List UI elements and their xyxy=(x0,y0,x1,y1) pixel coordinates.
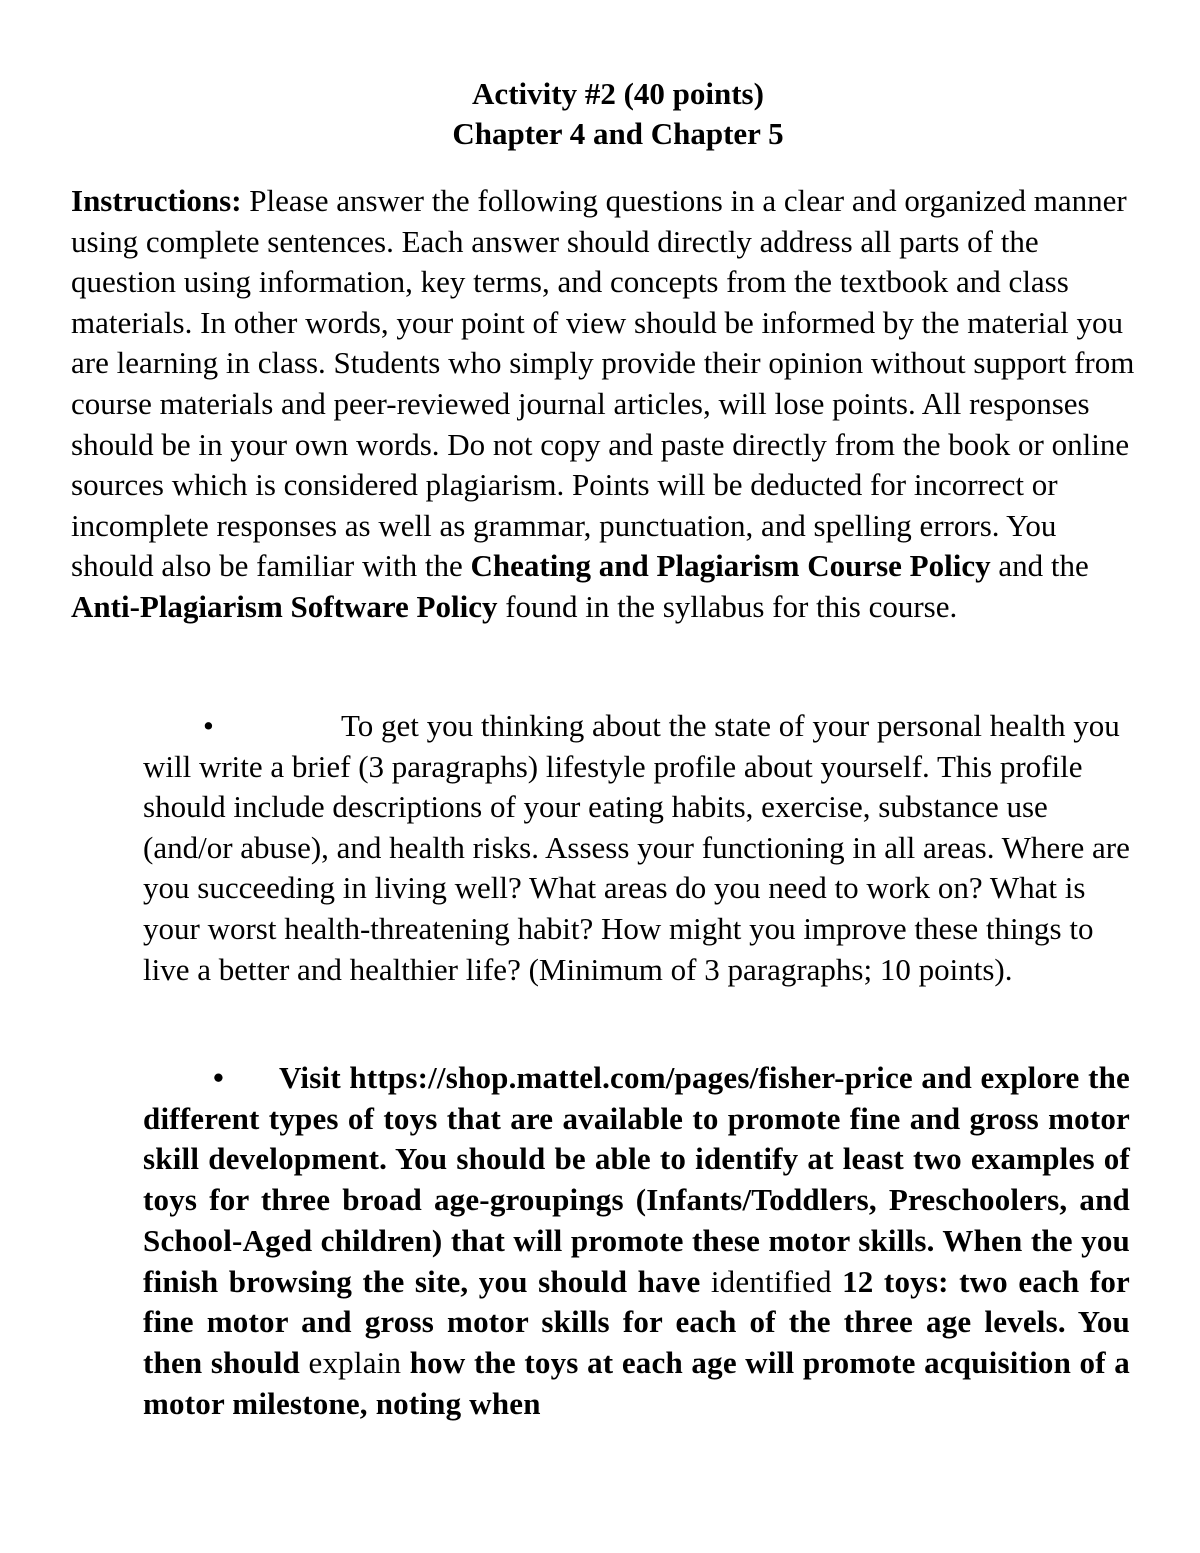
instructions-text-3: found in the syllabus for this course. xyxy=(497,588,958,624)
instructions-text-1: Please answer the following questions in a clear and organized manner using complete sentences. Each answer should directly address all parts of the question using information, key terms, and concepts from the textbook and class materials. In other words, your point of view should be informed by the material you are learning in class. Students who simply provide their opinion without support from course materials and peer-reviewed journal articles, will lose points. All responses should be in your own words. Do not copy and paste directly from the book or online sources which is considered plagiarism. Points will be deducted for incorrect or incomplete responses as well as grammar, punctuation, and spelling errors. You should also be familiar with the xyxy=(71,183,1135,584)
page-subtitle: Chapter 4 and Chapter 5 xyxy=(452,116,784,151)
page-title: Activity #2 (40 points) xyxy=(472,76,764,111)
instructions-text-2: and the xyxy=(990,548,1089,584)
cheating-policy-name: Cheating and Plagiarism Course Policy xyxy=(470,548,991,584)
toy-exploration-text-3: 12 toys: two each for fine motor and gross motor skills for each of the three age levels. You then should xyxy=(143,1263,1130,1380)
toy-exploration-text-2: identified xyxy=(710,1263,832,1299)
lifestyle-profile-text: To get you thinking about the state of your personal health you will write a brief (3 paragraphs) lifestyle profile about yourself. This profile should include descriptions of your eating habits, exercise, substance use (and/or abuse), and health risks. Assess your functioning in all areas. Where are you succeeding in living well? What areas do you need to work on? What is your worst health-threatening habit? How might you improve these things to live a better and healthier life? (Minimum of 3 paragraphs; 10 points). xyxy=(143,708,1130,987)
toy-exploration-text-4: explain xyxy=(308,1344,402,1380)
bullet-icon: • xyxy=(203,708,214,743)
bullet-icon: • xyxy=(213,1060,225,1095)
list-item-lifestyle-profile xyxy=(143,706,1143,990)
list-item-toy-exploration xyxy=(143,1058,1130,1424)
anti-plagiarism-policy-name: Anti-Plagiarism Software Policy xyxy=(71,588,498,624)
toy-exploration-text-1: Visit https://shop.mattel.com/pages/fisher-price and explore the different types of toys that are available to promote fine and gross motor skill development. You should be able to identify at least two examples of toys for three broad age-groupings (Infants/Toddlers, Preschoolers, and School-Aged children) that will promote these motor skills. When the you finish browsing the site, you should have xyxy=(143,1060,1130,1299)
instructions-paragraph xyxy=(71,181,1141,628)
toy-exploration-text-5: how the toys at each age will promote acquisition of a motor milestone, noting when xyxy=(143,1344,1130,1421)
instructions-label: Instructions: xyxy=(71,183,242,218)
